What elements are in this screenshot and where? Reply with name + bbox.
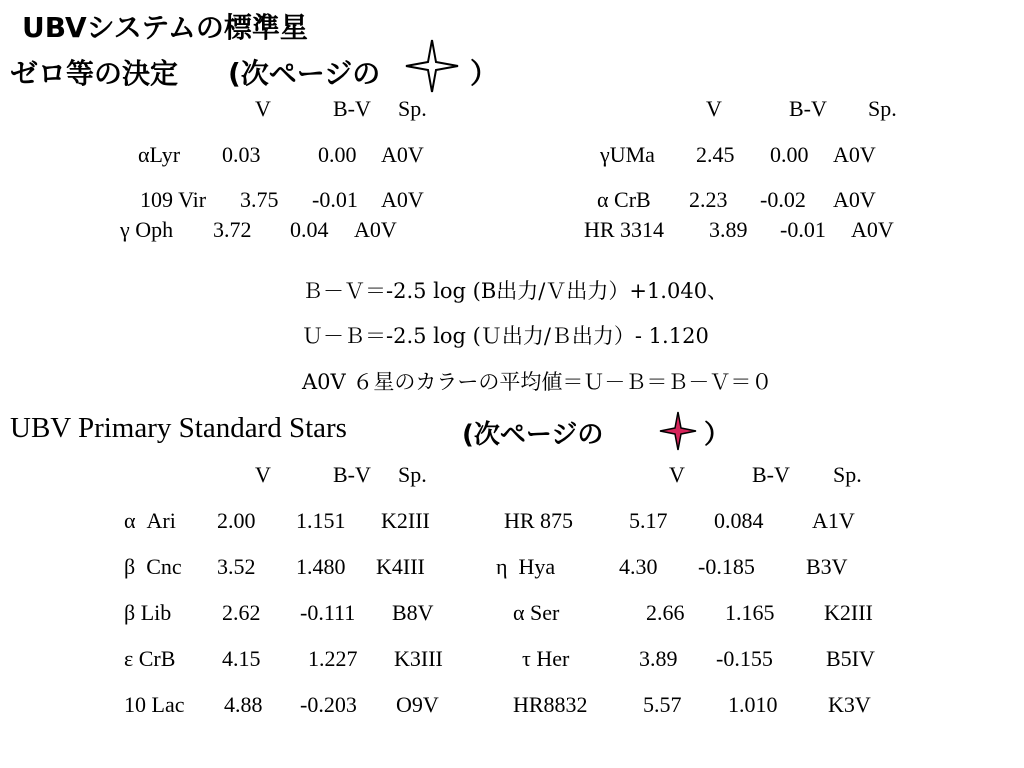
primary-right-bv: 1.010 [728,692,778,717]
zero-right-sp: A0V [833,142,876,167]
zero-left-header-bv: B-V [333,96,371,121]
primary-left-sp: K3III [394,646,443,671]
primary-left-sp: K4III [376,554,425,579]
zero-left-sp: A0V [381,187,424,212]
zero-left-header-sp: Sp. [398,96,427,121]
primary-right-v: 5.57 [643,692,682,717]
section-title-primary-standards: UBV Primary Standard Stars [10,412,347,444]
primary-right-bv: -0.185 [698,554,755,579]
primary-left-star: β Cnc [124,554,182,579]
page-title: UBVシステムの標準星 [22,11,308,44]
primary-left-bv: 1.151 [296,508,346,533]
zero-right-bv: 0.00 [770,142,809,167]
section-note-close: ） [704,420,731,450]
zero-left-bv: 0.00 [318,142,357,167]
equation-a0v-mean: A0V ６星のカラーの平均値＝Ｕ－Ｂ＝Ｂ－Ｖ＝０ [302,370,773,394]
primary-left-bv: 1.480 [296,554,346,579]
section-note: (次ページの [462,420,604,450]
primary-left-star: β Lib [124,600,172,625]
primary-left-v: 2.00 [217,508,256,533]
zero-left-v: 3.75 [240,187,279,212]
zero-left-header-v: V [255,96,271,121]
primary-right-sp: K2III [824,600,873,625]
primary-right-header-sp: Sp. [833,462,862,487]
primary-left-sp: B8V [392,600,434,625]
primary-left-header-v: V [255,462,271,487]
zero-right-star: γUMa [600,142,655,167]
primary-right-sp: A1V [812,508,855,533]
primary-right-sp: B5IV [826,646,875,671]
primary-right-v: 2.66 [646,600,685,625]
zero-left-star: γ Oph [120,217,174,242]
primary-left-bv: -0.203 [300,692,357,717]
primary-right-sp: B3V [806,554,848,579]
zero-left-v: 0.03 [222,142,261,167]
primary-right-v: 5.17 [629,508,668,533]
primary-left-sp: O9V [396,692,439,717]
primary-right-bv: 1.165 [725,600,775,625]
zero-right-star: HR 3314 [584,217,665,242]
equation-ub: Ｕ－Ｂ＝-2.5 log (Ｕ出力/Ｂ出力）- 1.120 [302,324,709,348]
zero-right-bv: -0.02 [760,187,806,212]
primary-left-header-bv: B-V [333,462,371,487]
primary-left-bv: -0.111 [300,600,356,625]
zero-right-header-bv: B-V [789,96,827,121]
primary-left-sp: K2III [381,508,430,533]
primary-right-v: 3.89 [639,646,678,671]
zero-left-star: 109 Vir [140,187,207,212]
four-point-star-outline-icon [404,38,460,94]
equation-bv: Ｂ－Ｖ＝-2.5 log (B出力/Ｖ出力）+1.040、 [302,279,729,303]
zero-right-header-sp: Sp. [868,96,897,121]
title-note-close: ） [470,57,499,90]
zero-right-sp: A0V [851,217,894,242]
zero-left-bv: -0.01 [312,187,358,212]
primary-right-star: α Ser [513,600,560,625]
primary-left-v: 2.62 [222,600,261,625]
primary-left-star: α Ari [124,508,176,533]
primary-right-header-bv: B-V [752,462,790,487]
zero-right-header-v: V [706,96,722,121]
primary-right-bv: 0.084 [714,508,764,533]
primary-right-v: 4.30 [619,554,658,579]
zero-right-bv: -0.01 [780,217,826,242]
zero-left-sp: A0V [381,142,424,167]
primary-right-sp: K3V [828,692,871,717]
primary-left-star: ε CrB [124,646,176,671]
primary-right-star: HR 875 [504,508,574,533]
primary-left-star: 10 Lac [124,692,185,717]
page-subtitle: ゼロ等の決定 [10,57,179,90]
primary-right-bv: -0.155 [716,646,773,671]
primary-left-v: 3.52 [217,554,256,579]
zero-left-v: 3.72 [213,217,252,242]
primary-left-v: 4.15 [222,646,261,671]
primary-right-star: HR8832 [513,692,588,717]
zero-left-sp: A0V [354,217,397,242]
primary-left-v: 4.88 [224,692,263,717]
zero-right-star: α CrB [597,187,651,212]
zero-right-sp: A0V [833,187,876,212]
four-point-star-red-icon [658,410,698,452]
primary-right-star: η Hya [496,554,556,579]
zero-right-v: 2.45 [696,142,735,167]
zero-left-bv: 0.04 [290,217,329,242]
zero-right-v: 2.23 [689,187,728,212]
primary-right-star: τ Her [522,646,570,671]
primary-right-header-v: V [669,462,685,487]
title-note: (次ページの [228,57,381,90]
primary-left-header-sp: Sp. [398,462,427,487]
zero-right-v: 3.89 [709,217,748,242]
primary-left-bv: 1.227 [308,646,358,671]
zero-left-star: αLyr [138,142,181,167]
